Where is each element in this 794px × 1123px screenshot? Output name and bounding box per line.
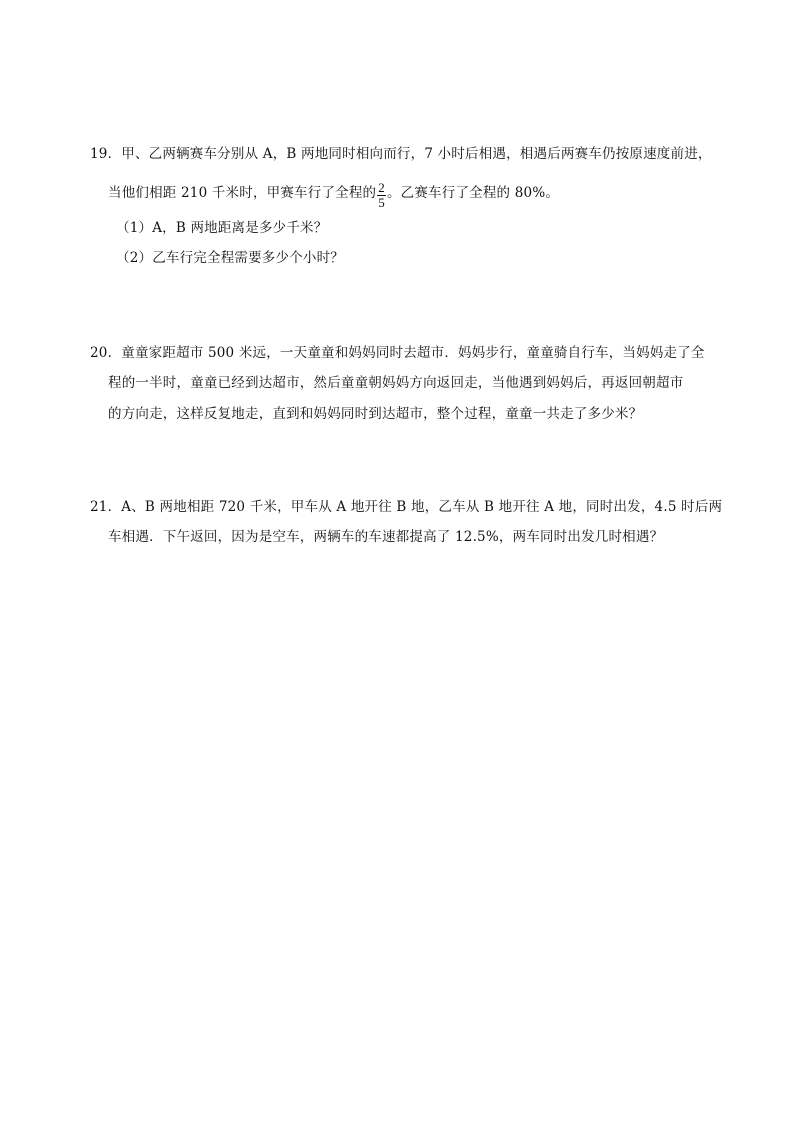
fraction-two-fifths (377, 181, 386, 210)
q19-line-2-text-before: 当他们相距 210 千米时，甲赛车行了全程的 (108, 185, 377, 201)
fraction-numerator: 2 (378, 180, 385, 195)
q19-line-2 (108, 179, 559, 208)
q20-line-3: 的方向走，这样反复地走，直到和妈妈同时到达超市，整个过程，童童一共走了多少米？ (108, 406, 643, 422)
q21-line-1: 21．A、B 两地相距 720 千米，甲车从 A 地开往 B 地，乙车从 B 地开往 A 地，同时出发，4.5 时后两 (90, 499, 723, 515)
fraction-denominator: 5 (378, 195, 385, 210)
q20-line-1: 20．童童家距超市 500 米远，一天童童和妈妈同时去超市．妈妈步行，童童骑自行车，当妈妈走了全 (90, 345, 705, 361)
q19-line-2-text-after: 。乙赛车行了全程的 80%。 (386, 185, 560, 201)
q21-line-2: 车相遇．下午返回，因为是空车，两辆车的车速都提高了 12.5%，两车同时出发几时相遇？ (108, 529, 664, 545)
q20-line-2: 程的一半时，童童已经到达超市，然后童童朝妈妈方向返回走，当他遇到妈妈后，再返回朝超市 (108, 375, 684, 391)
q19-line-1: 19．甲、乙两辆赛车分别从 A，B 两地同时相向而行，7 小时后相遇，相遇后两赛车仍按原速度前进， (90, 146, 712, 162)
q19-sub-question-2: （2）乙车行完全程需要多少个小时？ (116, 250, 344, 266)
q19-sub-question-1: （1）A，B 两地距离是多少千米？ (116, 220, 328, 236)
